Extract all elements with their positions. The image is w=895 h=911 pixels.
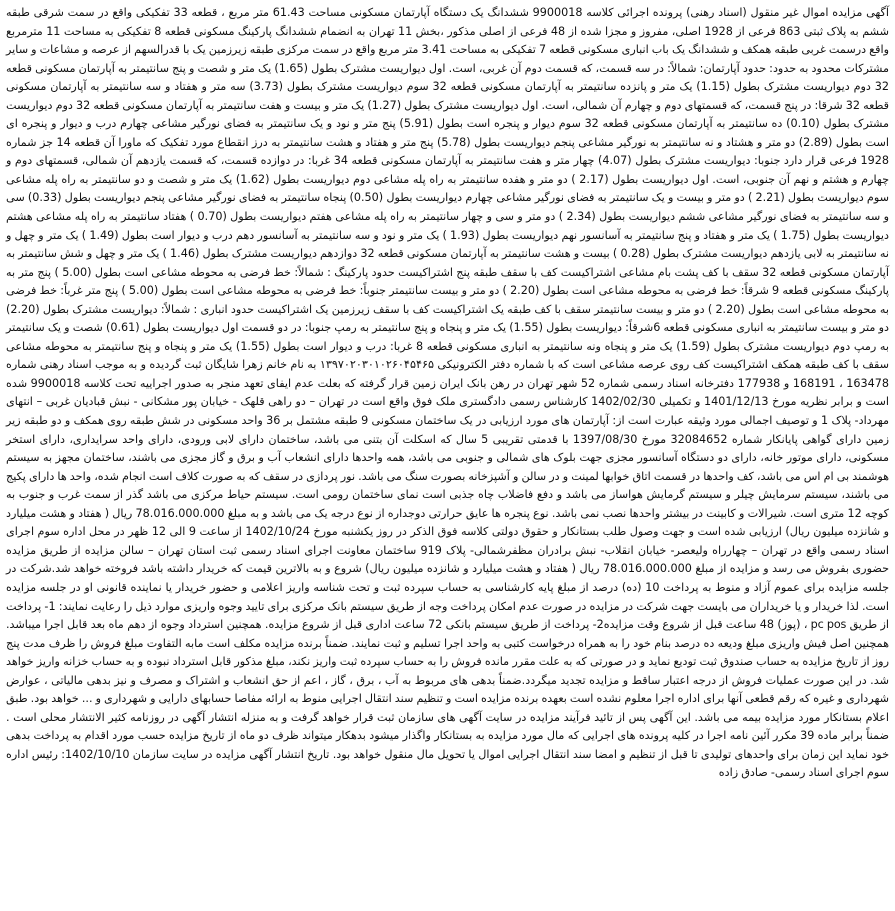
notice-body: آگهی مزایده اموال غیر منقول (اسناد رهنی) پرونده اجرائی کلاسه 9900018 ششدانگ یک دستگاه آپارتمان مسکونی مساحت 61.43 متر مربع ، قطعه 33 تفکیکی واقع در سمت شرقی طبقه ششم به پلاک ثبتی 863 فرعی از 1928 اصلی، مفروز و مجزا شده از 48 فرعی از اصلی مذکور ،بخش 11 تهران به انضمام ششدانگ پارکینگ مسکونی قطعه 8 تفکیکی به مساحت 11 مترمربع واقع درسمت غربی طبقه همکف و ششدانگ یک باب انباری مسکونی قطعه 7 تفکیکی به مساحت 3.41 متر مربع واقع در سمت مرکزی طبقه زیرزمین یک با قدرالسهم از عرصه و مشاعات و سایر مشترکات محدود به حدود: حدود آپارتمان: شمالاً: در سه قسمت، که قسمت دوم آن غربی، است. اول دیواریست مشترک بطول (1.65) یک متر و شصت و پنج سانتیمتر به آپارتمان مسکونی قطعه 32 دوم دیواریست مشترک بطول (1.15) یک متر و پانزده سانتیمتر به آپارتمان مسکونی قطعه 32 سوم دیواریست مشترک بطول (3.73) سه متر و هفتاد و سه سانتیمتر به آپارتمان مسکونی قطعه 32 شرقا: در پنج قسمت، که قسمتهای دوم و چهارم آن شمالی، است. اول دیواریست مشترک بطول (1.27) یک متر و بیست و هفت سانتیمتر به آپارتمان مسکونی قطعه 32 دوم دیواریست مشترک بطول (0.10) ده سانتیمتر به آپارتمان مسکونی قطعه 32 سوم دیوار و پنجره است بطول (5.91) پنج متر و نود و یک سانتیمتر به فضای نورگیر مشاعی چهارم درب و دیوار و پنجره ای است بطول (2.89) دو متر و هشتاد و نه سانتیمتر به نورگیر مشاعی پنجم دیواریست بطول (5.78) پنج متر و هفتاد و هشت سانتیمتر به درز انقطاع مورد تفکیک که ماورا آن قطعه 14 جز شماره 1928 فرعی قرار دارد جنوبا: دیواریست مشترک بطول (4.07) چهار متر و هفت سانتیمتر به آپارتمان مسکونی قطعه 34 غربا: در دوازده قسمت، که قسمت یازدهم آن شمالی، قسمتهای دوم و چهارم و هشتم و نهم آن جنوبی، است. اول دیواریست بطول (2.17 ) دو متر و هفده سانتیمتر به راه پله مشاعی دوم دیواریست بطول (1.62) یک متر و شصت و دو سانتیمتر به راه پله مشاعی سوم دیواریست بطول (2.21 ) دو متر و بیست و یک سانتیمتر به فضای نورگیر مشاعی چهارم دیواریست بطول (0.50) پنجاه سانتیمتر به فضای نورگیر مشاعی پنجم دیواریست بطول (0.33) سی و سه سانتیمتر به فضای نورگیر مشاعی ششم دیواریست بطول (2.34 ) دو متر و سی و چهار سانتیمتر به راه پله مشاعی هفتم دیواریست بطول (0.70 ) هفتاد سانتیمتر به راه پله مشاعی هشتم دیواریست بطول (1.75 ) یک متر و هفتاد و پنج سانتیمتر به آسانسور نهم دیواریست بطول (1.93 ) یک متر و نود و سه سانتیمتر به آسانسور دهم درب و دیوار است بطول (1.49 ) یک متر و چهل و نه سانتیمتر به لابی یازدهم دیواریست مشترک بطول (0.28 ) بیست و هشت سانتیمتر به آپارتمان مسکونی قطعه 32 دوازدهم دیواریست مشترک بطول (1.46 ) یک متر و چهل و شش سانتیمتر به آپارتمان مسکونی قطعه 32 سقف با کف پشت بام مشاعی اشتراکیست کف با سقف طبقه پنج اشتراکیست حدود پارکینگ : شمالاً: خط فرضی به محوطه مشاعی است بطول (5.00 ) پنج متر به پارکینگ مسکونی قطعه 9 شرقاً: خط فرضی به محوطه مشاعی است بطول (2.20 ) دو متر و بیست سانتیمتر جنوباً: خط فرضی به محوطه مشاعی است بطول (5.00 ) پنج متر غرباً: خط فرضی به محوطه مشاعی است بطول (2.20 ) دو متر و بیست سانتیمتر سقف با کف طبقه یک اشتراکیست کف با سقف زیرزمین یک اشتراکیست حدود انباری : شمالاً: دیواریست مشترک بطول (2.20) دو متر و بیست سانتیمتر به انباری مسکونی قطعه 6شرقاً: دیواریست بطول (1.55) یک متر و پنجاه و پنج سانتیمتر به رمپ جنوبا: در دو قسمت اول دیواریست بطول (0.61) شصت و یک سانتیمتر به رمپ دوم دیواریست مشترک بطول (1.59) یک متر و پنجاه ونه سانتیمتر به انباری مسکونی قطعه 8 غربا: درب و دیوار است بطول (1.55) یک متر و پنجاه و پنج سانتیمتر به محوطه مشاعی سقف با کف طبقه همکف اشتراکیست کف روی عرصه مشاعی است که با شماره دفتر الکترونیکی ۱۳۹۷۰۲۰۳۰۱۰۲۶۰۴۵۴۶۵ به نام خانم زهرا شایگان ثبت گردیده و به موجب اسناد رهنی شماره 163478 ، 168191 و 177938 دفترخانه اسناد رسمی شماره 52 شهر تهران در رهن بانک ایران زمین قرار گرفته که بعلت عدم ایفای تعهد منجر به صدور اجراییه تحت کلاسه 9900018 شده است و برابر نظریه مورخ 1401/12/13 و تکمیلی 1402/02/30 کارشناس رسمی دادگستری ملک فوق واقع است در تهران – دو راهی قلهک - خیابان پور مشکانی - نبش قبادیان غربی – انتهای مهرداد- پلاک 1 و توصیف اجمالی مورد وثیقه عبارت است از: آپارتمان های مورد ارزیابی در یک ساختمان مسکونی 9 طبقه مشتمل بر 36 واحد مسکونی در شش طبقه روی همکف و دو طبقه زیر زمین دارای گواهی پایانکار شماره 32084652 مورخ 1397/08/30 با قدمتی تقریبی 5 سال که اسکلت آن بتنی می باشد، ساختمان دارای لابی ورودی، دارای واحد سرایداری، دارای استخر مسکونی، دارای موتور خانه، دارای دو دستگاه آسانسور مجزی جهت بلوک های شمالی و جنوبی می باشد، همه واحدها دارای انشعاب آب و برق و گاز مجزی می باشند، ساختمان مجهز به سیستم هوشمند بی ام اس می باشد، کف واحدها در قسمت اتاق خوابها لمینت و در سالن و آشپزخانه بصورت سنگ می باشد. نور پردازی در سقف که به صورت کلاف است انجام شده، واحد ها دارای پکیج می باشند، سیستم سرمایش چیلر و سیستم گرمایش هواساز می باشد و دفع فاضلاب چاه جذبی است نمای ساختمان رومی است. سیستم حیاط مرکزی می باشد گذر از سمت غرب و جنوب به کوچه 12 متری است. شیرالات و کابینت در بیشتر واحدها نصب نمی باشد. نوع پنجره ها عایق حرارتی دوجداره از نوع درجه یک می باشد و به مبلغ 78.016.000.000 ریال ( هفتاد و هشت میلیارد و شانزده میلیون ریال) ارزیابی شده است و جهت وصول طلب بستانکار و حقوق دولتی کلاسه فوق الذکر در روز یکشنبه مورخ 1402/10/24 از ساعت 9 الی 12 ظهر در محل اداره سوم اجرای اسناد رسمی واقع در تهران – چهارراه ولیعصر- خیابان انقلاب- نبش برادران مظفرشمالی- پلاک 919 ساختمان معاونت اجرای اسناد رسمی ثبت استان تهران – سالن مزایده از طریق مزایده حضوری بفروش می رسد و مزایده از مبلغ 78.016.000.000 ریال ( هفتاد و هشت میلیارد و شانزده میلیون ریال) شروع و به بالاترین قیمت که خریدار داشته باشد فروخته خواهد شد.شرکت در جلسه مزایده برای عموم آزاد و منوط به پرداخت 10 (ده) درصد از مبلغ پایه کارشناسی به حساب سپرده ثبت و تحت شناسه واریز اعلامی و حضور خریدار یا نماینده قانونی او در جلسه مزایده است. لذا خریدار و یا خریداران می بایست جهت شرکت در مزایده در صورت عدم امکان پرداخت وجه از طریق سیستم بانک مرکزی برای تایید وجوه واریزی موارد ذیل را رعایت نمایند: 1- پرداخت از طریق pc pos ، (پوز) 48 ساعت قبل از شروع وقت مزایده2- پرداخت از طریق سیستم بانکی 72 ساعت اداری قبل از شروع مزایده. همچنین استرداد وجوه از دهم ماه بعد قابل اجرا میباشد. همچنین اصل فیش واریزی مبلغ ودیعه ده درصد بنام خود را به همراه درخواست کتبی به واحد اجرا تسلیم و ثبت نمایند. ضمناً برنده مزایده مکلف است مابه التفاوت مبلغ فروش را ظرف مدت پنج روز از تاریخ مزایده به حساب صندوق ثبت تودیع نماید و در صورتی که به علت مقرر مانده فروش را به حساب سپرده ثبت واریز نکند، مبلغ مذکور قابل استرداد نبوده و به حساب خزانه واریز خواهد شد. در این صورت عملیات فروش از درجه اعتبار ساقط و مزایده تجدید میگردد.ضمناً بدهی های مربوط به آب ، برق ، گاز ، اعم از حق انشعاب و اشتراک و مصرف و نیز بدهی مالیاتی ، عوارض شهرداری و غیره که رقم قطعی آنها برای اداره اجرا معلوم نشده است بعهده برنده مزایده است و تنظیم سند انتقال اجرایی منوط به ارائه مفاصا حسابهای دارایی و شهرداری و ... خواهد بود. طبق اعلام بستانکار مورد مزایده بیمه می باشد. این آگهی پس از تائید فرآیند مزایده در سایت آگهی های سازمان ثبت قرار خواهد گرفت و به منزله انتشار آگهی در روزنامه کثیر الانتشار محلی است . ضمناً برابر ماده 39 مکرر آئین نامه اجرا در کلیه پرونده های اجرایی که مال مورد مزایده به بستانکار واگذار میشود بدهکار میتواند ظرف دو ماه از تاریخ مزایده حسب مورد اقدام به پرداخت بدهی خود نماید این زمان برای واحدهای تولیدی تا قبل از تنظیم و امضا سند انتقال اجرایی اموال یا تحویل مال منقول خواهد بود. تاریخ انتشار آگهی مزایده در سایت سازمان 1402/10/10: رئیس اداره سوم اجرای اسناد رسمی- صادق زاده bbox=[6, 6, 890, 780]
